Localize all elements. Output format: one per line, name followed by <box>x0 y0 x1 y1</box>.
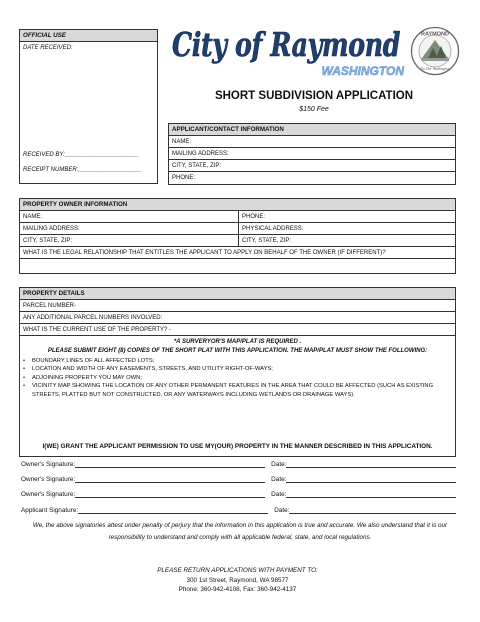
applicant-city-field[interactable]: CITY, STATE, ZIP: <box>169 160 455 172</box>
applicant-name-field[interactable]: NAME: <box>169 136 455 148</box>
signature-row <box>21 476 456 483</box>
seal-top-text: RAYMOND <box>421 31 449 38</box>
owner-name-field[interactable]: NAME: <box>20 211 239 222</box>
plat-requirements <box>20 336 455 399</box>
date-label: Date: <box>271 491 287 498</box>
additional-parcels-field[interactable]: ANY ADDITIONAL PARCEL NUMBERS INVOLVED: <box>20 312 455 324</box>
property-details-box <box>19 287 456 457</box>
applicant-phone-field[interactable]: PHONE: <box>172 175 196 181</box>
return-address: 300 1st Street, Raymond, WA 98577 <box>186 576 289 584</box>
list-item: • VICINITY MAP SHOWING THE LOCATION OF ANY OTHER PERMANENT FEATURES IN THE AREA THAT COULD BE AFFECTED (SUCH AS EXISTING STREETS, PLATTED BUT NOT CONSTRUCTED, OR ANY WATERWAYS INCLUDING WETLANDS OR DRAINAGE WAYS). <box>23 382 455 399</box>
owner-row <box>20 235 455 247</box>
requirements-list <box>20 357 455 399</box>
return-phone: Phone: 360-942-4108, Fax: 360-942-4137 <box>178 586 297 593</box>
logo-state-text: WASHINGTON <box>321 64 404 78</box>
applicant-mailing-field[interactable]: MAILING ADDRESS: <box>169 148 455 160</box>
owner-physical-city-field[interactable]: CITY, STATE, ZIP: <box>242 238 292 244</box>
list-item: • ADJOINING PROPERTY YOU MAY OWN; <box>23 374 455 382</box>
date-line[interactable] <box>286 461 456 468</box>
date-label: Date: <box>271 476 287 483</box>
owner-row <box>20 211 455 223</box>
date-line[interactable] <box>289 507 456 514</box>
signature-line[interactable] <box>75 461 265 468</box>
signature-row <box>21 507 456 514</box>
submission-instructions: PLEASE SUBMIT EIGHT (8) COPIES OF THE SHORT PLAT WITH THIS APPLICATION. THE MAP/PLAT MUST SHOW THE FOLLOWING: <box>47 348 428 354</box>
owner-mailing-field[interactable]: MAILING ADDRESS: <box>20 223 239 234</box>
owner-phone-field[interactable]: PHONE: <box>242 214 266 220</box>
surveyor-note: *A SURVERYOR'S MAP/PLAT IS REQUIRED . <box>173 339 302 345</box>
relationship-question: WHAT IS THE LEGAL RELATIONSHIP THAT ENTITLES THE APPLICANT TO APPLY ON BEHALF OF THE OWNER (IF DIFFERENT)? <box>20 247 455 259</box>
current-use-field[interactable]: WHAT IS THE CURRENT USE OF THE PROPERTY? - <box>20 324 455 336</box>
fee-text: $150 Fee <box>299 106 329 113</box>
signature-row <box>21 461 456 468</box>
seal-bottom-text: Go Our Washington <box>420 67 450 71</box>
signature-line[interactable] <box>75 491 265 498</box>
city-seal-icon <box>410 26 460 76</box>
receipt-number-label: RECEIPT NUMBER:___________________ <box>23 167 142 173</box>
signature-label: Applicant Signature: <box>21 507 79 514</box>
return-instruction: PLEASE RETURN APPLICATIONS WITH PAYMENT TO: <box>157 567 318 574</box>
signature-row <box>21 491 456 498</box>
signature-line[interactable] <box>75 476 265 483</box>
permission-statement: I(WE) GRANT THE APPLICANT PERMISSION TO USE MY(OUR) PROPERTY IN THE MANNER DESCRIBED IN THIS APPLICATION. <box>42 443 433 450</box>
page-title: SHORT SUBDIVISION APPLICATION <box>214 90 414 102</box>
list-item: • LOCATION AND WIDTH OF ANY EASEMENTS, STREETS, AND UTILITY RIGHT-OF-WAYS; <box>23 365 455 373</box>
official-use-box <box>19 29 158 184</box>
property-owner-box <box>19 198 456 274</box>
date-line[interactable] <box>286 491 456 498</box>
parcel-number-field[interactable]: PARCEL NUMBER- <box>20 300 455 312</box>
applicant-contact-box <box>168 123 456 185</box>
logo-city-text: City of Raymond <box>172 25 401 64</box>
date-label: Date: <box>271 461 287 468</box>
official-use-header: OFFICIAL USE <box>20 30 157 42</box>
return-info <box>19 566 456 595</box>
signature-label: Owner's Signature: <box>21 491 76 498</box>
owner-header: PROPERTY OWNER INFORMATION <box>20 199 455 211</box>
date-line[interactable] <box>286 476 456 483</box>
received-by-label: RECEIVED BY:______________________ <box>23 152 139 158</box>
owner-city-field[interactable]: CITY, STATE, ZIP: <box>20 235 239 246</box>
owner-physical-field[interactable]: PHYSICAL ADDRESS: <box>242 226 304 232</box>
owner-row <box>20 223 455 235</box>
signature-line[interactable] <box>78 507 268 514</box>
signature-label: Owner's Signature: <box>21 476 76 483</box>
signature-label: Owner's Signature: <box>21 461 76 468</box>
attestation-text: We, the above signatories attest under penalty of perjury that the information in this application is true and accurate. We also understand that it is our responsibility to understand and comply with all applicable federal, state, and local regulations. <box>32 522 448 541</box>
city-logo <box>170 18 406 78</box>
list-item: • BOUNDARY LINES OF ALL AFFECTED LOTS; <box>23 357 455 365</box>
date-received-label: DATE RECEIVED: <box>23 45 73 51</box>
relationship-answer-field[interactable] <box>20 259 455 272</box>
details-header: PROPERTY DETAILS <box>20 288 455 300</box>
applicant-header: APPLICANT/CONTACT INFORMATION <box>169 124 455 136</box>
date-label: Date: <box>274 507 290 514</box>
